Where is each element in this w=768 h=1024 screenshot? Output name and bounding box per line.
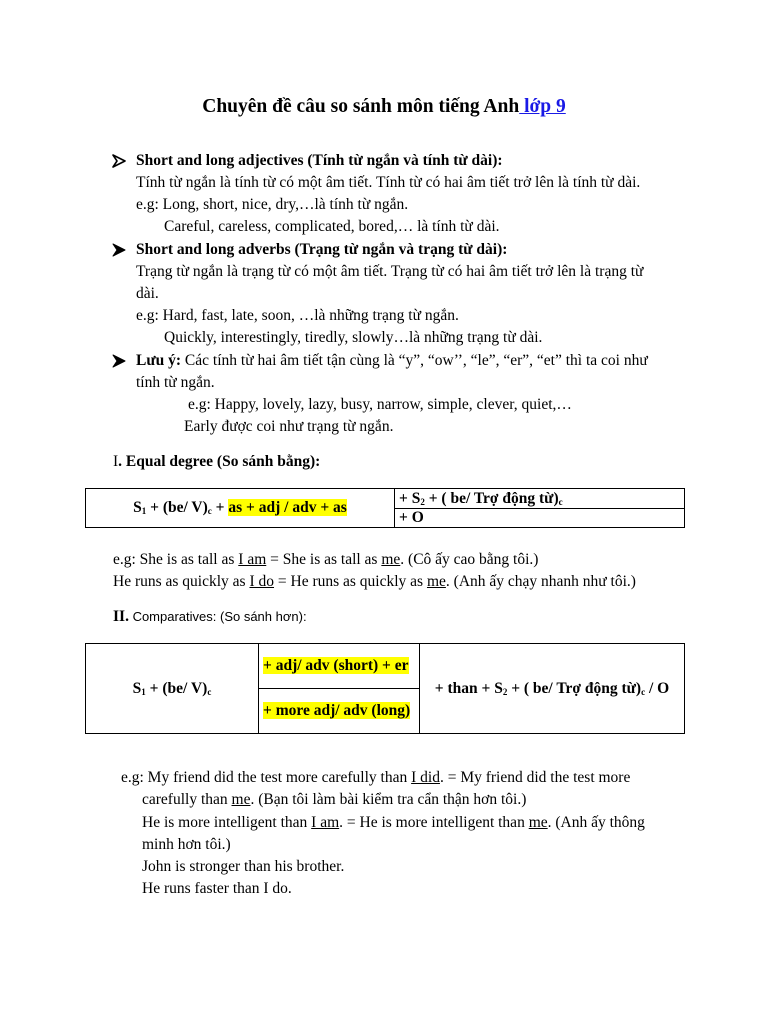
example-text: = He runs as quickly as bbox=[274, 573, 427, 590]
underlined-text: I do bbox=[249, 573, 275, 590]
arrow-bullet-icon bbox=[112, 243, 128, 257]
bullet-line: e.g: Long, short, nice, dry,…là tính từ ngắn. bbox=[136, 196, 409, 213]
highlighted-formula: + more adj/ adv (long) bbox=[263, 702, 411, 719]
bullet-note bbox=[136, 350, 648, 372]
underlined-text: I am bbox=[311, 814, 340, 831]
title-link[interactable]: lớp 9 bbox=[519, 96, 566, 117]
example-text: . (Bạn tôi làm bài kiểm tra cẩn thận hơn tôi.) bbox=[250, 791, 527, 808]
example-text: carefully than bbox=[142, 791, 232, 808]
underlined-text: me bbox=[528, 814, 548, 831]
example-line: He runs faster than I do. bbox=[142, 880, 292, 897]
formula-object-cell bbox=[395, 489, 685, 509]
subscript: 1 bbox=[141, 686, 146, 697]
note-label: Lưu ý: bbox=[136, 352, 182, 369]
section-title: . Equal degree (So sánh bằng): bbox=[118, 453, 321, 470]
section-heading bbox=[113, 451, 320, 473]
formula-object-cell: + O bbox=[395, 509, 685, 528]
bullet-line: Tính từ ngắn là tính từ có một âm tiết. Tính từ có hai âm tiết trở lên là tính từ dài. bbox=[136, 174, 641, 191]
formula-than-cell bbox=[420, 644, 685, 734]
example-line bbox=[142, 812, 645, 834]
example-line bbox=[142, 789, 526, 811]
section-number: II. bbox=[113, 608, 129, 625]
formula-text: + S bbox=[399, 489, 421, 507]
bullet-line: Early được coi như trạng từ ngắn. bbox=[184, 418, 394, 435]
bullet-line: Trạng từ ngắn là trạng từ có một âm tiết. Trạng từ có hai âm tiết trở lên là trạng từ bbox=[136, 263, 644, 280]
bullet-line: Careful, careless, complicated, bored,… là tính từ dài. bbox=[164, 218, 500, 235]
underlined-text: I am bbox=[238, 551, 267, 568]
example-text: . = My friend did the test more bbox=[439, 769, 631, 786]
formula-text: S bbox=[132, 679, 142, 697]
bullet-heading: Short and long adjectives (Tính từ ngắn và tính từ dài): bbox=[136, 152, 503, 169]
formula-short-cell bbox=[259, 644, 420, 689]
arrow-bullet-icon bbox=[112, 354, 128, 368]
subscript: c bbox=[641, 686, 646, 697]
underlined-text: me bbox=[231, 791, 251, 808]
example-line bbox=[121, 767, 630, 789]
example-text: He runs as quickly as bbox=[113, 573, 250, 590]
example-text: . (Anh ấy chạy nhanh như tôi.) bbox=[445, 573, 636, 590]
bullet-line: tính từ ngắn. bbox=[136, 374, 215, 391]
example-text: e.g: My friend did the test more carefully than bbox=[121, 769, 412, 786]
highlighted-formula: + adj/ adv (short) + er bbox=[263, 657, 409, 674]
underlined-text: me bbox=[381, 551, 401, 568]
section-title: Comparatives: (So sánh hơn): bbox=[128, 609, 307, 624]
subscript: c bbox=[558, 496, 563, 507]
example-text: . (Anh ấy thông bbox=[547, 814, 645, 831]
page-title bbox=[0, 94, 768, 120]
example-text: . = He is more intelligent than bbox=[339, 814, 529, 831]
bullet-line: Quickly, interestingly, tiredly, slowly…là những trạng từ dài. bbox=[164, 329, 543, 346]
equal-degree-table bbox=[85, 488, 685, 528]
subscript: 1 bbox=[141, 506, 147, 516]
example-line bbox=[113, 571, 636, 593]
formula-text: + ( be/ Trợ động từ) bbox=[424, 489, 559, 507]
formula-text: + bbox=[211, 499, 229, 516]
formula-text: + (be/ V) bbox=[146, 499, 208, 516]
section-number: I bbox=[113, 453, 119, 470]
example-line: minh hơn tôi.) bbox=[142, 836, 231, 853]
example-text: . (Cô ấy cao bằng tôi.) bbox=[400, 551, 539, 568]
section-heading bbox=[113, 606, 307, 628]
bullet-line: e.g: Happy, lovely, lazy, busy, narrow, simple, clever, quiet,… bbox=[188, 396, 572, 413]
formula-text: + (be/ V) bbox=[145, 679, 208, 697]
comparatives-table bbox=[85, 643, 685, 734]
highlighted-formula: as + adj / adv + as bbox=[228, 499, 347, 516]
formula-text: + than + S bbox=[434, 679, 503, 697]
bullet-line: e.g: Hard, fast, late, soon, …là những trạng từ ngắn. bbox=[136, 307, 459, 324]
note-text: Các tính từ hai âm tiết tận cùng là “y”, “ow’’, “le”, “er”, “et” thì ta coi như bbox=[181, 352, 648, 369]
formula-long-cell bbox=[259, 689, 420, 734]
example-line bbox=[113, 549, 538, 571]
formula-subject-cell bbox=[86, 644, 259, 734]
example-text: e.g: She is as tall as bbox=[113, 551, 239, 568]
example-text: He is more intelligent than bbox=[142, 814, 312, 831]
arrow-bullet-icon bbox=[112, 154, 128, 168]
bullet-heading: Short and long adverbs (Trạng từ ngắn và trạng từ dài): bbox=[136, 241, 508, 258]
title-text: Chuyên đề câu so sánh môn tiếng Anh bbox=[202, 96, 520, 117]
bullet-line: dài. bbox=[136, 285, 159, 302]
formula-subject-cell bbox=[86, 489, 395, 528]
subscript: 2 bbox=[420, 496, 425, 507]
example-text: = She is as tall as bbox=[266, 551, 382, 568]
formula-text: / O bbox=[645, 679, 670, 697]
subscript: 2 bbox=[502, 686, 508, 697]
underlined-text: me bbox=[426, 573, 446, 590]
formula-text: + ( be/ Trợ động từ) bbox=[507, 679, 642, 697]
subscript: c bbox=[207, 506, 212, 516]
formula-text: S bbox=[133, 499, 142, 516]
subscript: c bbox=[207, 686, 212, 697]
underlined-text: I did bbox=[411, 769, 440, 786]
example-line: John is stronger than his brother. bbox=[142, 858, 345, 875]
